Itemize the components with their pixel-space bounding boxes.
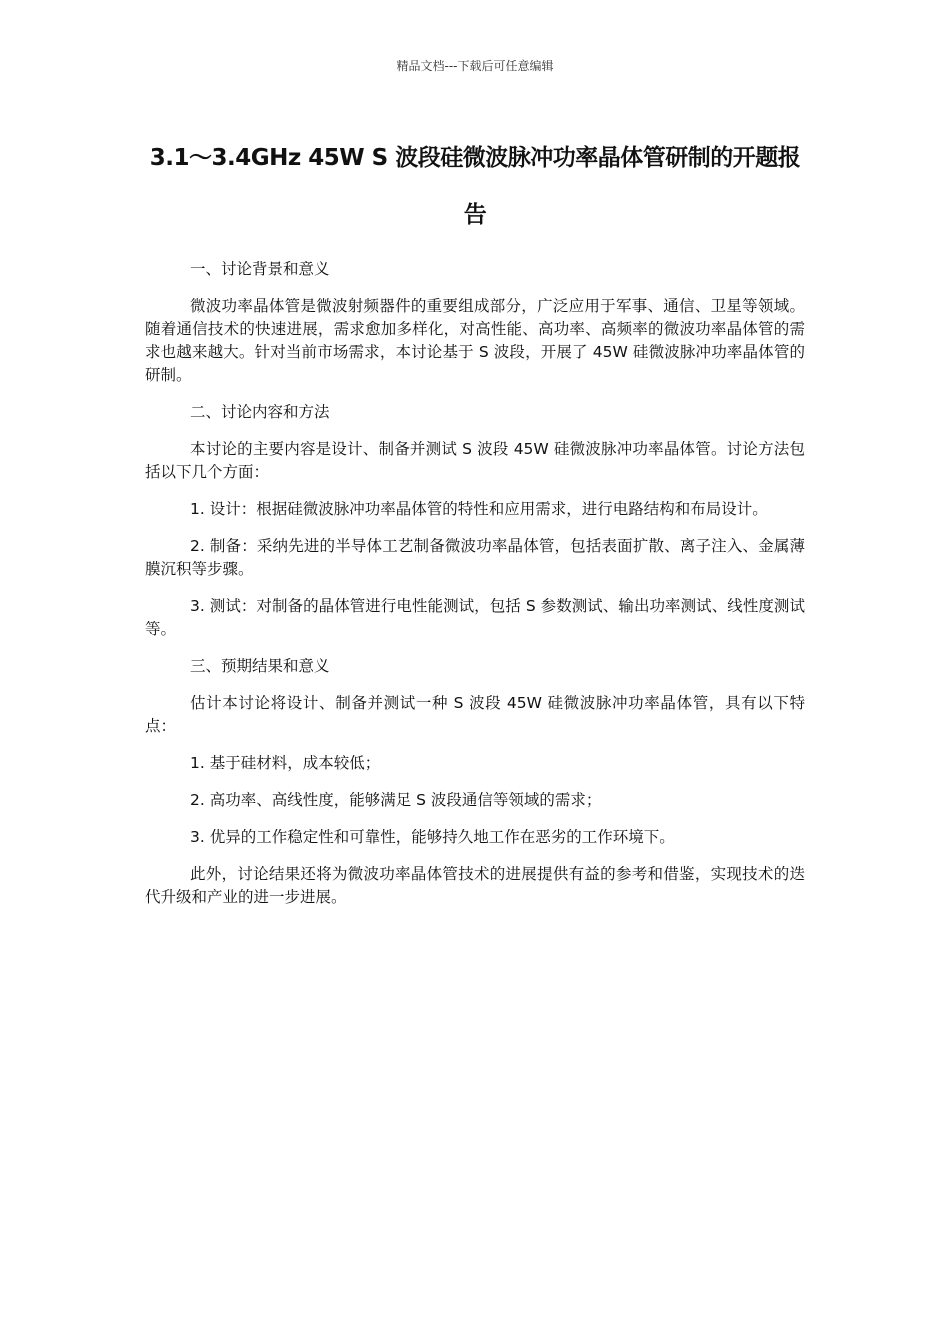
page-header-note: 精品文档---下载后可任意编辑 — [396, 59, 554, 73]
list-item-feature-2: 2. 高功率、高线性度，能够满足 S 波段通信等领域的需求； — [190, 791, 602, 809]
paragraph-expected-intro: 估计本讨论将设计、制备并测试一种 S 波段 45W 硅微波脉冲功率晶体管，具有以下特点： — [145, 694, 805, 735]
document-title: 3.1～3.4GHz 45W S 波段硅微波脉冲功率晶体管研制的开题报告 — [149, 145, 801, 228]
section-heading-expected-results: 三、预期结果和意义 — [190, 657, 330, 675]
paragraph-content-intro: 本讨论的主要内容是设计、制备并测试 S 波段 45W 硅微波脉冲功率晶体管。讨论方法包括以下几个方面： — [145, 440, 805, 481]
section-heading-content-method: 二、讨论内容和方法 — [190, 403, 330, 421]
list-item-fabrication: 2. 制备：采纳先进的半导体工艺制备微波功率晶体管，包括表面扩散、离子注入、金属薄膜沉积等步骤。 — [145, 537, 805, 578]
list-item-feature-3: 3. 优异的工作稳定性和可靠性，能够持久地工作在恶劣的工作环境下。 — [190, 828, 675, 846]
list-item-design: 1. 设计：根据硅微波脉冲功率晶体管的特性和应用需求，进行电路结构和布局设计。 — [190, 500, 768, 518]
document-body — [145, 258, 805, 923]
section-heading-background: 一、讨论背景和意义 — [190, 260, 330, 278]
paragraph-background: 微波功率晶体管是微波射频器件的重要组成部分，广泛应用于军事、通信、卫星等领域。随着通信技术的快速进展，需求愈加多样化，对高性能、高功率、高频率的微波功率晶体管的需求也越来越大。针对当前市场需求，本讨论基于 S 波段，开展了 45W 硅微波脉冲功率晶体管的研制。 — [145, 297, 805, 384]
paragraph-conclusion: 此外，讨论结果还将为微波功率晶体管技术的进展提供有益的参考和借鉴，实现技术的迭代升级和产业的进一步进展。 — [145, 865, 805, 906]
list-item-feature-1: 1. 基于硅材料，成本较低； — [190, 754, 381, 772]
list-item-testing: 3. 测试：对制备的晶体管进行电性能测试，包括 S 参数测试、输出功率测试、线性度测试等。 — [145, 597, 805, 638]
